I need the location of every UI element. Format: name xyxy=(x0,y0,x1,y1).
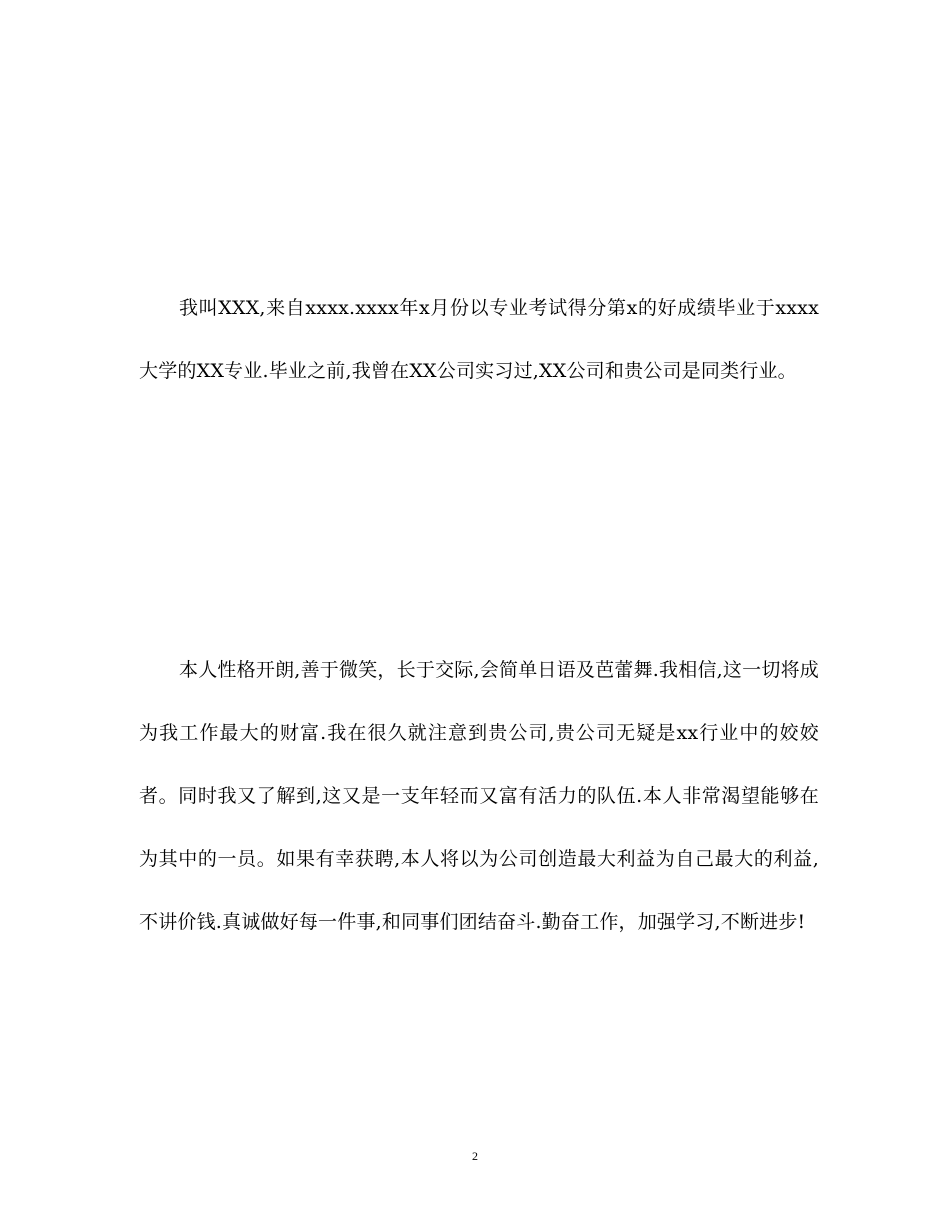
body-paragraph-personality: 本人性格开朗,善于微笑，长于交际,会简单日语及芭蕾舞.我相信,这一切将成为我工作最大的财富.我在很久就注意到贵公司,贵公司无疑是xx行业中的姣姣者。同时我又了解到,这又是一支年轻而又富有活力的队伍.本人非常渴望能够在为其中的一员。如果有幸获聘,本人将以为公司创造最大利益为自己最大的利益,不讲价钱.真诚做好每一件事,和同事们团结奋斗.勤奋工作，加强学习,不断进步! xyxy=(139,659,819,933)
page-number: 2 xyxy=(472,1149,478,1163)
body-paragraph-intro: 我叫XXX,来自xxxx.xxxx年x月份以专业考试得分第x的好成绩毕业于xxxx大学的XX专业.毕业之前,我曾在XX公司实习过,XX公司和贵公司是同类行业。 xyxy=(139,297,819,382)
